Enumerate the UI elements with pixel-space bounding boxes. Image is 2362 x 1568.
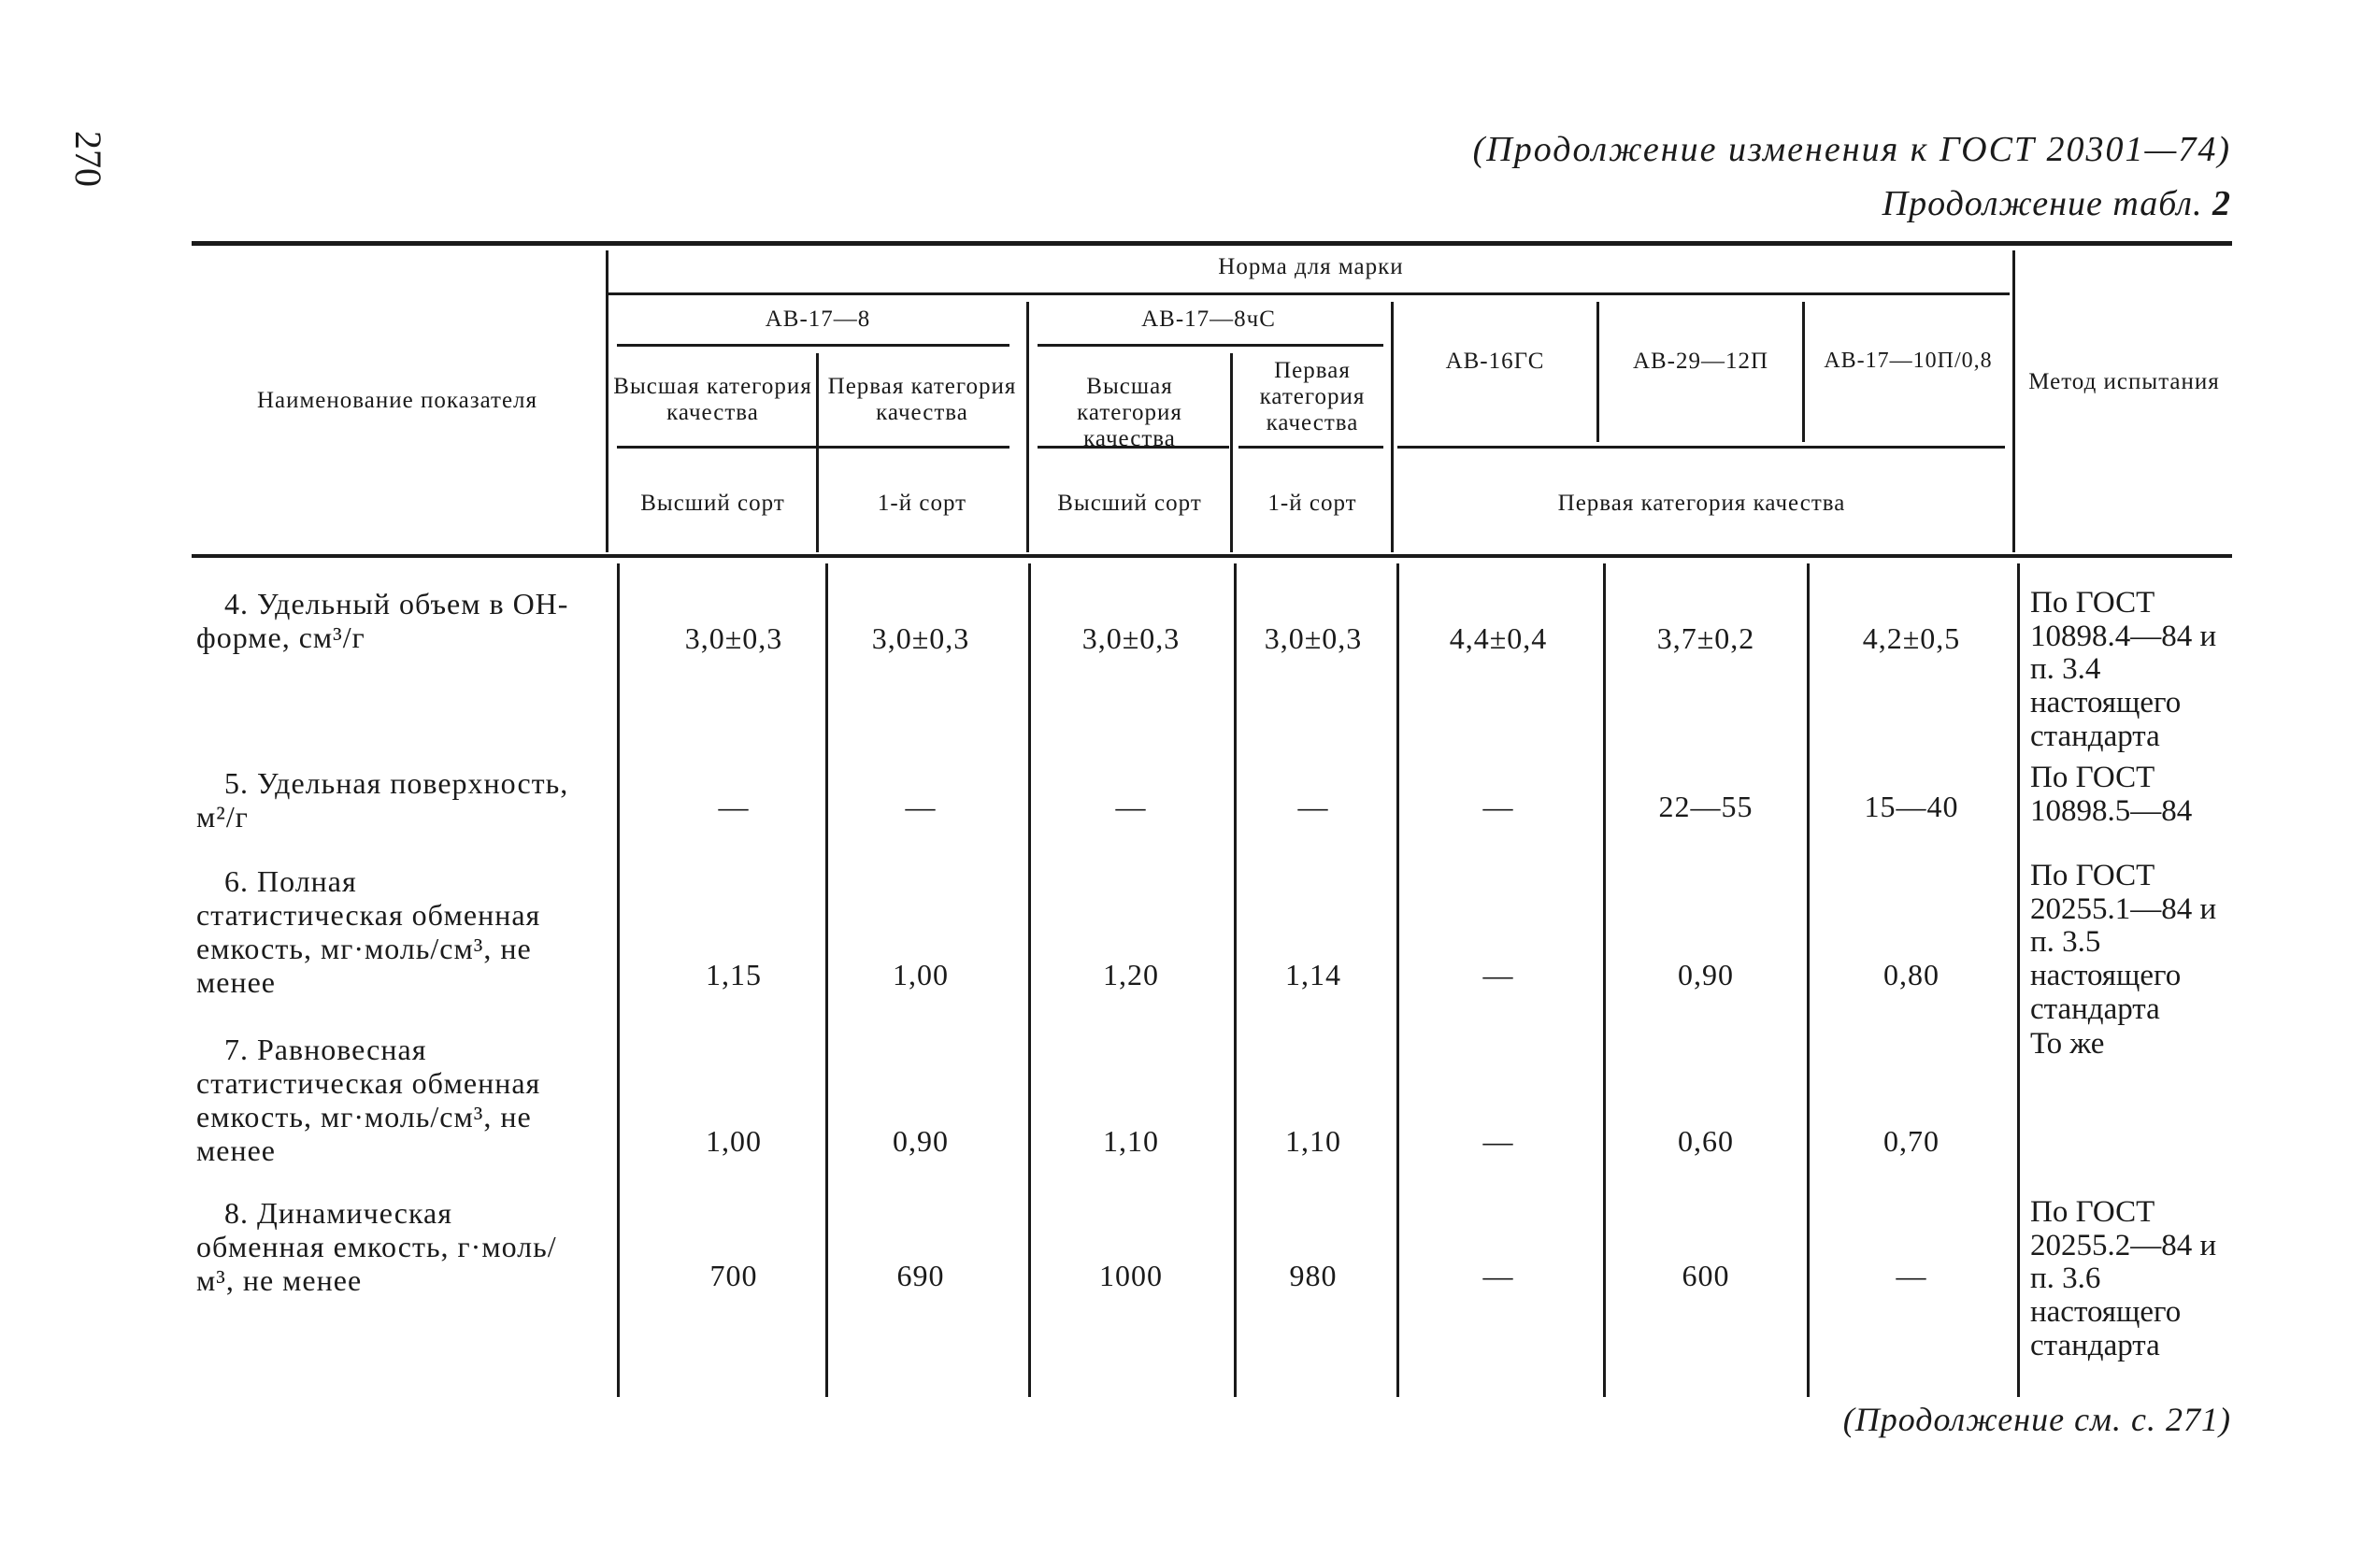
table-cell-value: 0,90 [1678,958,1734,991]
quality-higher-ab17-8: Высшая категория качества [613,374,812,425]
page-number: 270 [67,131,109,187]
table-cell-value: — [1482,1259,1514,1292]
table-number: 2 [2212,184,2231,223]
row-indicator-name: 4. Удельный объем в ОН-форме, см³/г [196,587,569,655]
row-indicator-name: 6. Полная статистическая обменная емкость, мг·моль/см³, не менее [196,864,541,1000]
column-header-indicator: Наименование показателя [256,388,538,413]
table-continuation-label [1882,183,2231,224]
table-cell-value: 22—55 [1658,790,1754,823]
table-cell-value: — [1482,958,1514,991]
grade-first-ab17-8: 1-й сорт [877,491,967,516]
table-cell-value: — [1297,790,1329,823]
method-header: Метод испытания [2028,369,2220,394]
grade-first-ab17-8chs: 1-й сорт [1267,491,1357,516]
table-continuation-prefix: Продолжение табл. [1882,184,2203,223]
quality-higher-ab17-8chs: Высшая категория качества [1077,374,1182,451]
table-cell-value: 1,00 [706,1124,762,1158]
table-cell-value: 700 [709,1259,758,1292]
header-divider [606,250,608,552]
row-test-method: По ГОСТ 20255.2—84 и п. 3.6 настоящего стандарта [2030,1195,2217,1362]
table-cell-value: — [1115,790,1147,823]
table-cell-value: 3,7±0,2 [1656,621,1755,655]
row-test-method: По ГОСТ 20255.1—84 и п. 3.5 настоящего стандарта [2030,859,2217,1026]
footer-continuation: (Продолжение см. с. 271) [1842,1401,2231,1438]
table-cell-value: — [1482,790,1514,823]
continuation-title: (Продолжение изменения к ГОСТ 20301—74) [1472,130,2231,169]
table-cell-value: 600 [1682,1259,1730,1292]
header-divider [1596,302,1599,442]
table-cell-value: 1,10 [1285,1124,1341,1158]
header-divider [1391,302,1394,552]
table-cell-value: 4,4±0,4 [1449,621,1548,655]
table-cell-value: 3,0±0,3 [684,621,783,655]
header-divider [1026,302,1029,552]
quality-first-all: Первая категория качества [1557,491,1846,516]
table-cell-value: 0,60 [1678,1124,1734,1158]
header-line [1238,446,1383,449]
body-divider [1603,563,1606,1397]
table-cell-value: — [905,790,937,823]
row-indicator-name: 7. Равновесная статистическая обменная емкость, мг·моль/см³, не менее [196,1033,541,1168]
table-cell-value: 1,00 [893,958,949,991]
brand-ab16gs: АВ-16ГС [1445,349,1545,374]
body-divider [1807,563,1810,1397]
table-cell-value: 3,0±0,3 [871,621,970,655]
table-cell-value: 1,14 [1285,958,1341,991]
header-divider [1230,353,1233,552]
header-divider [816,353,819,552]
body-divider [2017,563,2020,1397]
table-cell-value: 1,20 [1103,958,1159,991]
table-header-rule [192,554,2232,558]
table-cell-value: 1,10 [1103,1124,1159,1158]
row-test-method: По ГОСТ 10898.4—84 и п. 3.4 настоящего стандарта [2030,586,2217,753]
header-line [617,344,1009,347]
header-line [1038,344,1383,347]
table-cell-value: 0,70 [1883,1124,1940,1158]
table-top-rule [192,241,2232,246]
row-indicator-name: 8. Динамическая обменная емкость, г·моль/м³, не менее [196,1196,557,1298]
table-cell-value: 1000 [1099,1259,1163,1292]
table-cell-value: 690 [896,1259,945,1292]
quality-first-ab17-8: Первая категория качества [827,374,1017,425]
table-cell-value: 4,2±0,5 [1862,621,1961,655]
grade-higher-ab17-8: Высший сорт [640,491,785,516]
header-line [608,292,2010,295]
table-cell-value: 980 [1289,1259,1338,1292]
table-cell-value: — [718,790,750,823]
body-divider [617,563,620,1397]
brand-ab17-8chs: АВ-17—8чС [1141,306,1276,332]
table-cell-value: — [1896,1259,1927,1292]
quality-first-ab17-8chs: Первая категория качества [1259,358,1366,435]
table-cell-value: 3,0±0,3 [1264,621,1363,655]
row-test-method: По ГОСТ 10898.5—84 [2030,761,2193,828]
header-divider [2012,250,2015,552]
grade-higher-ab17-8chs: Высший сорт [1057,491,1202,516]
table-cell-value: 0,90 [893,1124,949,1158]
row-indicator-name: 5. Удельная поверхность, м²/г [196,766,569,834]
norm-header: Норма для марки [1218,254,1404,279]
header-line [617,446,1009,449]
table-cell-value: — [1482,1124,1514,1158]
brand-ab29-12p: АВ-29—12П [1632,349,1769,374]
table-cell-value: 0,80 [1883,958,1940,991]
brand-ab17-8: АВ-17—8 [765,306,871,332]
table-cell-value: 1,15 [706,958,762,991]
header-line [1397,446,2005,449]
row-test-method: То же [2030,1027,2105,1061]
body-divider [1028,563,1031,1397]
table-cell-value: 15—40 [1864,790,1959,823]
table-cell-value: 3,0±0,3 [1081,621,1181,655]
brand-ab17-10p: АВ-17—10П/0,8 [1824,349,1993,373]
